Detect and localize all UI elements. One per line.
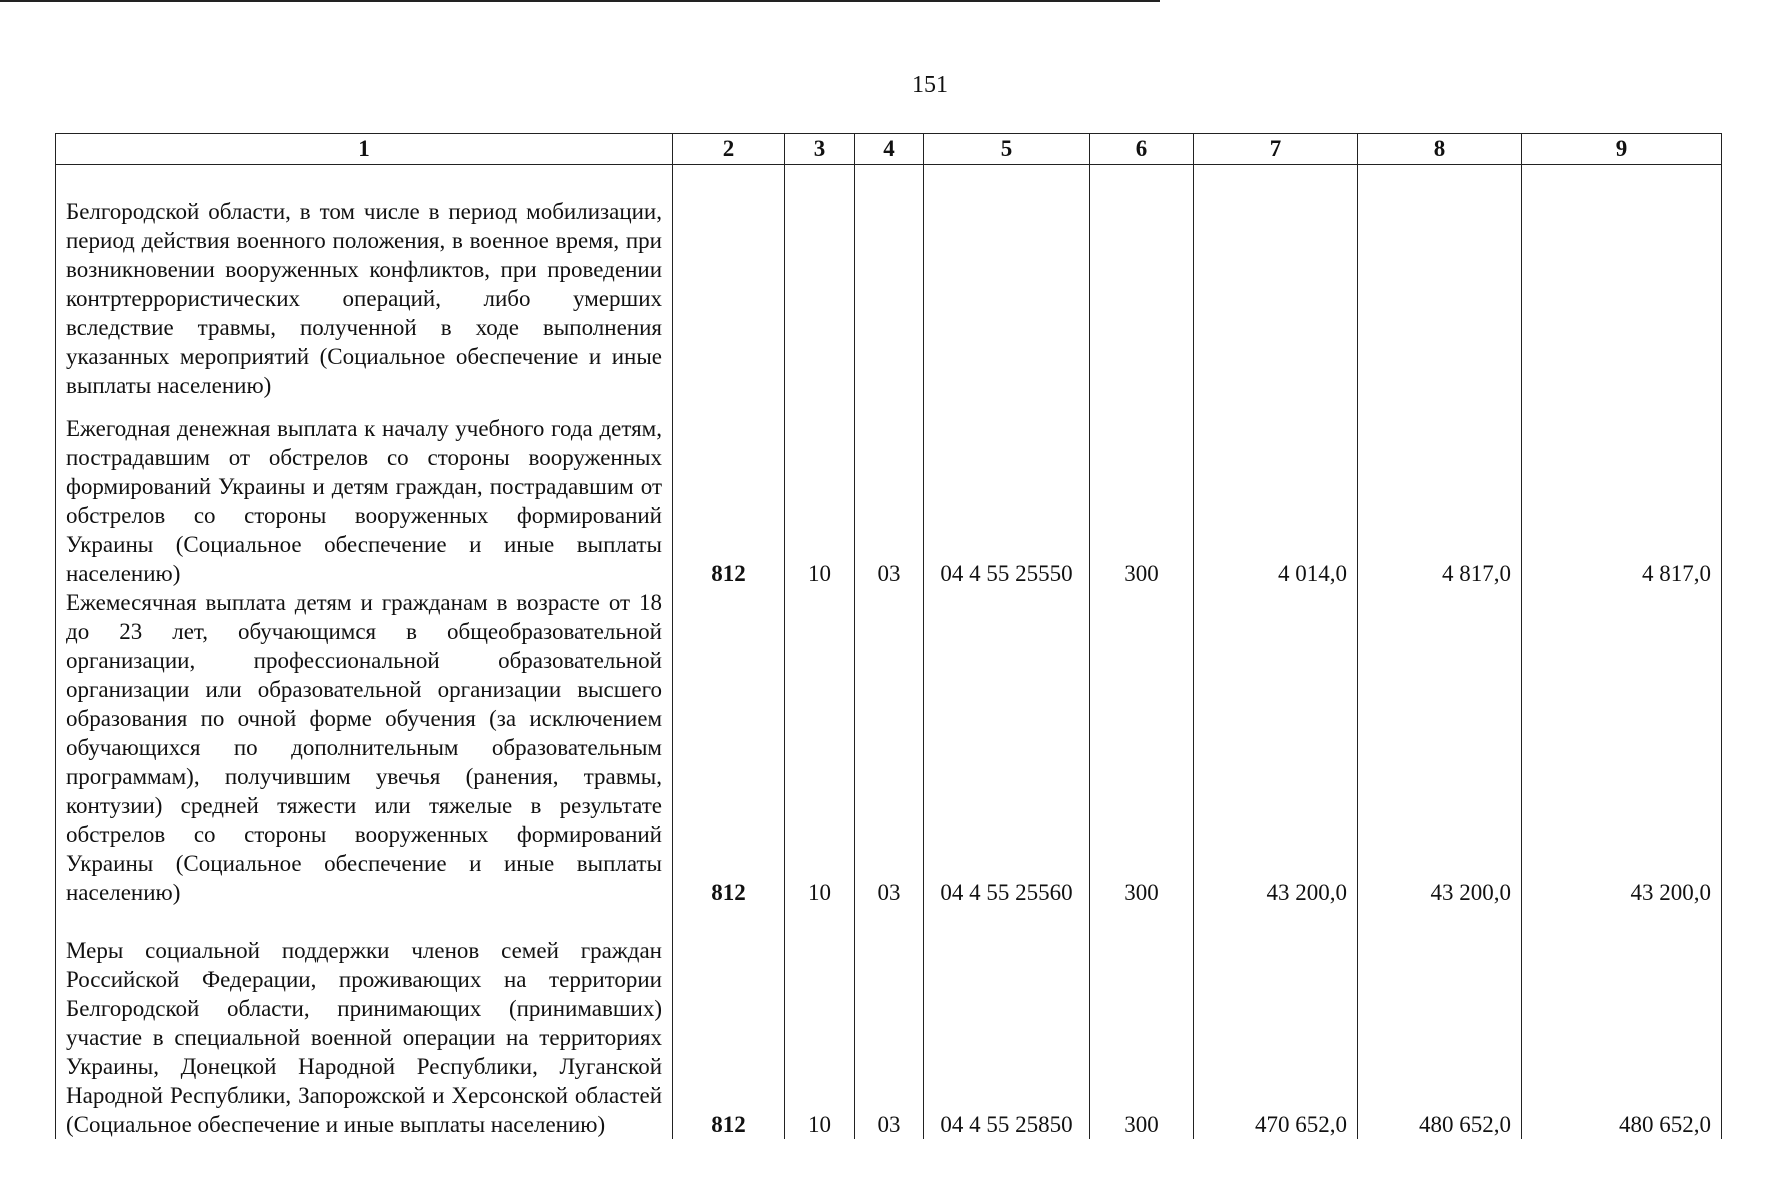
row-description-text: Белгородской области, в том числе в период мобилизации, период действия военного положения, в военное время, при возникновении вооруженных конфликтов, при проведении контртеррористических операций, либо умерших вследствие травмы, полученной в ходе выполнения указанных мероприятий (Социальное обеспечение и иные выплаты населению): [66, 198, 662, 398]
row-description-text: Меры социальной поддержки членов семей граждан Российской Федерации, проживающих на территории Белгородской области, принимающих (принимавших) участие в специальной военной операции на территориях Украины, Донецкой Народной Республики, Луганской Народной Республики, Запорожской и Херсонской областей (Социальное обеспечение и иные выплаты населению): [66, 937, 662, 1137]
budget-table: [55, 133, 1722, 1139]
row-admin-code: 812: [673, 907, 785, 1139]
table-row: [56, 400, 1722, 588]
row-subsection: 03: [855, 588, 924, 907]
table-row: [56, 588, 1722, 907]
row-section: 10: [785, 400, 855, 588]
row-amount-col7: 4 014,0: [1194, 400, 1358, 588]
row-description: [56, 400, 673, 588]
row-amount-col9: 480 652,0: [1522, 907, 1722, 1139]
row-amount-col9: [1522, 165, 1722, 400]
column-header-6: 6: [1090, 134, 1194, 165]
row-description: [56, 588, 673, 907]
column-header-1: 1: [56, 134, 673, 165]
row-target-article: 04 4 55 25850: [924, 907, 1090, 1139]
column-header-8: 8: [1358, 134, 1522, 165]
row-section: [785, 165, 855, 400]
column-header-2: 2: [673, 134, 785, 165]
row-subsection: 03: [855, 400, 924, 588]
column-header-9: 9: [1522, 134, 1722, 165]
row-amount-col8: 480 652,0: [1358, 907, 1522, 1139]
row-section: 10: [785, 588, 855, 907]
row-amount-col7: 470 652,0: [1194, 907, 1358, 1139]
row-target-article: 04 4 55 25550: [924, 400, 1090, 588]
row-description: [56, 907, 673, 1139]
column-header-5: 5: [924, 134, 1090, 165]
row-expense-type: 300: [1090, 588, 1194, 907]
row-amount-col9: 43 200,0: [1522, 588, 1722, 907]
row-expense-type: 300: [1090, 400, 1194, 588]
table-row: [56, 165, 1722, 400]
row-amount-col8: 4 817,0: [1358, 400, 1522, 588]
row-amount-col8: 43 200,0: [1358, 588, 1522, 907]
row-admin-code: 812: [673, 400, 785, 588]
row-admin-code: 812: [673, 588, 785, 907]
row-target-article: [924, 165, 1090, 400]
row-expense-type: 300: [1090, 907, 1194, 1139]
row-description-text: Ежегодная денежная выплата к началу учебного года детям, пострадавшим от обстрелов со стороны вооруженных формирований Украины и детям граждан, пострадавшим от обстрелов со стороны вооруженных формирований Украины (Социальное обеспечение и иные выплаты населению): [66, 415, 662, 586]
row-target-article: 04 4 55 25560: [924, 588, 1090, 907]
row-expense-type: [1090, 165, 1194, 400]
column-header-7: 7: [1194, 134, 1358, 165]
row-amount-col7: 43 200,0: [1194, 588, 1358, 907]
row-amount-col7: [1194, 165, 1358, 400]
page-number: 151: [912, 72, 948, 98]
row-amount-col9: 4 817,0: [1522, 400, 1722, 588]
table-row: [56, 907, 1722, 1139]
header-row: [56, 134, 1722, 165]
row-admin-code: [673, 165, 785, 400]
row-subsection: [855, 165, 924, 400]
row-amount-col8: [1358, 165, 1522, 400]
row-section: 10: [785, 907, 855, 1139]
row-description-text: Ежемесячная выплата детям и гражданам в возрасте от 18 до 23 лет, обучающимся в общеобразовательной организации, профессиональной образовательной организации или образовательной организации высшего образования по очной форме обучения (за исключением обучающихся по дополнительным образовательным программам), получившим увечья (ранения, травмы, контузии) средней тяжести или тяжелые в результате обстрелов со стороны вооруженных формирований Украины (Социальное обеспечение и иные выплаты населению): [66, 589, 662, 905]
row-subsection: 03: [855, 907, 924, 1139]
column-header-4: 4: [855, 134, 924, 165]
top-rule: [0, 0, 1160, 2]
column-header-3: 3: [785, 134, 855, 165]
row-description: [56, 165, 673, 400]
